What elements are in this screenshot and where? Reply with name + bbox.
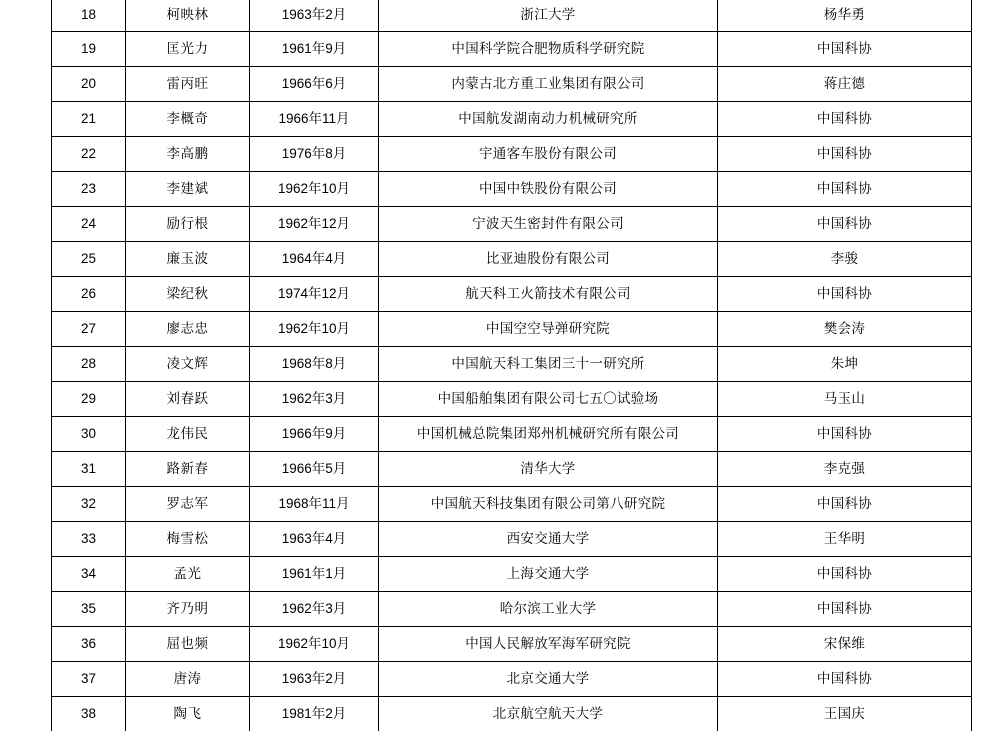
cell-organization: 中国航发湖南动力机械研究所 [379, 102, 718, 137]
cell-index: 20 [52, 67, 126, 102]
cell-name: 唐涛 [126, 662, 250, 697]
cell-nominator: 宋保维 [718, 627, 972, 662]
table-row [52, 242, 972, 277]
cell-birth-date: 1968年11月 [250, 487, 379, 522]
cell-organization: 哈尔滨工业大学 [379, 592, 718, 627]
cell-nominator: 中国科协 [718, 557, 972, 592]
cell-index: 35 [52, 592, 126, 627]
table-row [52, 417, 972, 452]
cell-index: 29 [52, 382, 126, 417]
cell-nominator: 中国科协 [718, 662, 972, 697]
cell-nominator: 王华明 [718, 522, 972, 557]
cell-organization: 航天科工火箭技术有限公司 [379, 277, 718, 312]
cell-name: 李高鹏 [126, 137, 250, 172]
cell-index: 23 [52, 172, 126, 207]
cell-birth-date: 1962年12月 [250, 207, 379, 242]
cell-name: 陶飞 [126, 697, 250, 732]
cell-organization: 中国航天科工集团三十一研究所 [379, 347, 718, 382]
cell-organization: 中国机械总院集团郑州机械研究所有限公司 [379, 417, 718, 452]
cell-index: 31 [52, 452, 126, 487]
cell-index: 28 [52, 347, 126, 382]
table-row [52, 172, 972, 207]
cell-index: 33 [52, 522, 126, 557]
cell-name: 李建斌 [126, 172, 250, 207]
cell-nominator: 樊会涛 [718, 312, 972, 347]
cell-index: 21 [52, 102, 126, 137]
table-row [52, 557, 972, 592]
table-row [52, 662, 972, 697]
cell-name: 罗志军 [126, 487, 250, 522]
cell-nominator: 中国科协 [718, 277, 972, 312]
cell-organization: 浙江大学 [379, 0, 718, 32]
table-row [52, 487, 972, 522]
cell-organization: 中国科学院合肥物质科学研究院 [379, 32, 718, 67]
cell-index: 25 [52, 242, 126, 277]
table-row [52, 382, 972, 417]
cell-index: 36 [52, 627, 126, 662]
cell-nominator: 中国科协 [718, 487, 972, 522]
cell-nominator: 李骏 [718, 242, 972, 277]
cell-birth-date: 1963年4月 [250, 522, 379, 557]
cell-name: 梅雪松 [126, 522, 250, 557]
cell-name: 齐乃明 [126, 592, 250, 627]
cell-nominator: 王国庆 [718, 697, 972, 732]
cell-birth-date: 1961年1月 [250, 557, 379, 592]
cell-birth-date: 1962年10月 [250, 312, 379, 347]
cell-organization: 中国航天科技集团有限公司第八研究院 [379, 487, 718, 522]
table-row [52, 697, 972, 732]
table-row [52, 137, 972, 172]
cell-birth-date: 1974年12月 [250, 277, 379, 312]
cell-nominator: 李克强 [718, 452, 972, 487]
table-row [52, 452, 972, 487]
cell-name: 柯映林 [126, 0, 250, 32]
candidate-roster-table [51, 0, 972, 731]
cell-nominator: 中国科协 [718, 592, 972, 627]
cell-birth-date: 1962年3月 [250, 382, 379, 417]
cell-birth-date: 1962年10月 [250, 627, 379, 662]
cell-organization: 西安交通大学 [379, 522, 718, 557]
cell-organization: 比亚迪股份有限公司 [379, 242, 718, 277]
cell-birth-date: 1962年10月 [250, 172, 379, 207]
cell-organization: 中国船舶集团有限公司七五〇试验场 [379, 382, 718, 417]
cell-nominator: 杨华勇 [718, 0, 972, 32]
cell-name: 廉玉波 [126, 242, 250, 277]
cell-birth-date: 1963年2月 [250, 0, 379, 32]
cell-nominator: 中国科协 [718, 32, 972, 67]
cell-birth-date: 1981年2月 [250, 697, 379, 732]
table-row [52, 522, 972, 557]
table-row [52, 102, 972, 137]
cell-name: 孟光 [126, 557, 250, 592]
cell-index: 32 [52, 487, 126, 522]
cell-birth-date: 1966年6月 [250, 67, 379, 102]
cell-birth-date: 1962年3月 [250, 592, 379, 627]
table-row [52, 67, 972, 102]
table-row [52, 0, 972, 32]
cell-organization: 宇通客车股份有限公司 [379, 137, 718, 172]
cell-index: 19 [52, 32, 126, 67]
cell-name: 凌文辉 [126, 347, 250, 382]
cell-index: 22 [52, 137, 126, 172]
cell-name: 励行根 [126, 207, 250, 242]
cell-name: 李概奇 [126, 102, 250, 137]
cell-name: 屈也频 [126, 627, 250, 662]
cell-organization: 上海交通大学 [379, 557, 718, 592]
cell-index: 38 [52, 697, 126, 732]
cell-birth-date: 1964年4月 [250, 242, 379, 277]
cell-organization: 北京航空航天大学 [379, 697, 718, 732]
cell-birth-date: 1976年8月 [250, 137, 379, 172]
cell-organization: 清华大学 [379, 452, 718, 487]
cell-index: 18 [52, 0, 126, 32]
cell-birth-date: 1966年11月 [250, 102, 379, 137]
cell-name: 梁纪秋 [126, 277, 250, 312]
cell-nominator: 中国科协 [718, 172, 972, 207]
cell-name: 匡光力 [126, 32, 250, 67]
cell-organization: 中国中铁股份有限公司 [379, 172, 718, 207]
cell-birth-date: 1963年2月 [250, 662, 379, 697]
cell-nominator: 中国科协 [718, 137, 972, 172]
cell-name: 廖志忠 [126, 312, 250, 347]
cell-name: 雷丙旺 [126, 67, 250, 102]
cell-index: 37 [52, 662, 126, 697]
cell-name: 路新春 [126, 452, 250, 487]
cell-birth-date: 1968年8月 [250, 347, 379, 382]
cell-nominator: 蒋庄德 [718, 67, 972, 102]
cell-organization: 中国人民解放军海军研究院 [379, 627, 718, 662]
cell-index: 27 [52, 312, 126, 347]
cell-index: 30 [52, 417, 126, 452]
cell-nominator: 中国科协 [718, 207, 972, 242]
cell-index: 24 [52, 207, 126, 242]
table-body [52, 0, 972, 731]
cell-name: 龙伟民 [126, 417, 250, 452]
table-row [52, 207, 972, 242]
cell-index: 34 [52, 557, 126, 592]
table-row [52, 312, 972, 347]
cell-organization: 北京交通大学 [379, 662, 718, 697]
cell-nominator: 中国科协 [718, 417, 972, 452]
cell-nominator: 马玉山 [718, 382, 972, 417]
cell-organization: 宁波天生密封件有限公司 [379, 207, 718, 242]
cell-birth-date: 1961年9月 [250, 32, 379, 67]
cell-nominator: 中国科协 [718, 102, 972, 137]
cell-index: 26 [52, 277, 126, 312]
table-row [52, 277, 972, 312]
cell-organization: 内蒙古北方重工业集团有限公司 [379, 67, 718, 102]
cell-name: 刘春跃 [126, 382, 250, 417]
table-row [52, 627, 972, 662]
table-row [52, 32, 972, 67]
table-row [52, 347, 972, 382]
cell-birth-date: 1966年5月 [250, 452, 379, 487]
cell-organization: 中国空空导弹研究院 [379, 312, 718, 347]
cell-nominator: 朱坤 [718, 347, 972, 382]
table-row [52, 592, 972, 627]
cell-birth-date: 1966年9月 [250, 417, 379, 452]
